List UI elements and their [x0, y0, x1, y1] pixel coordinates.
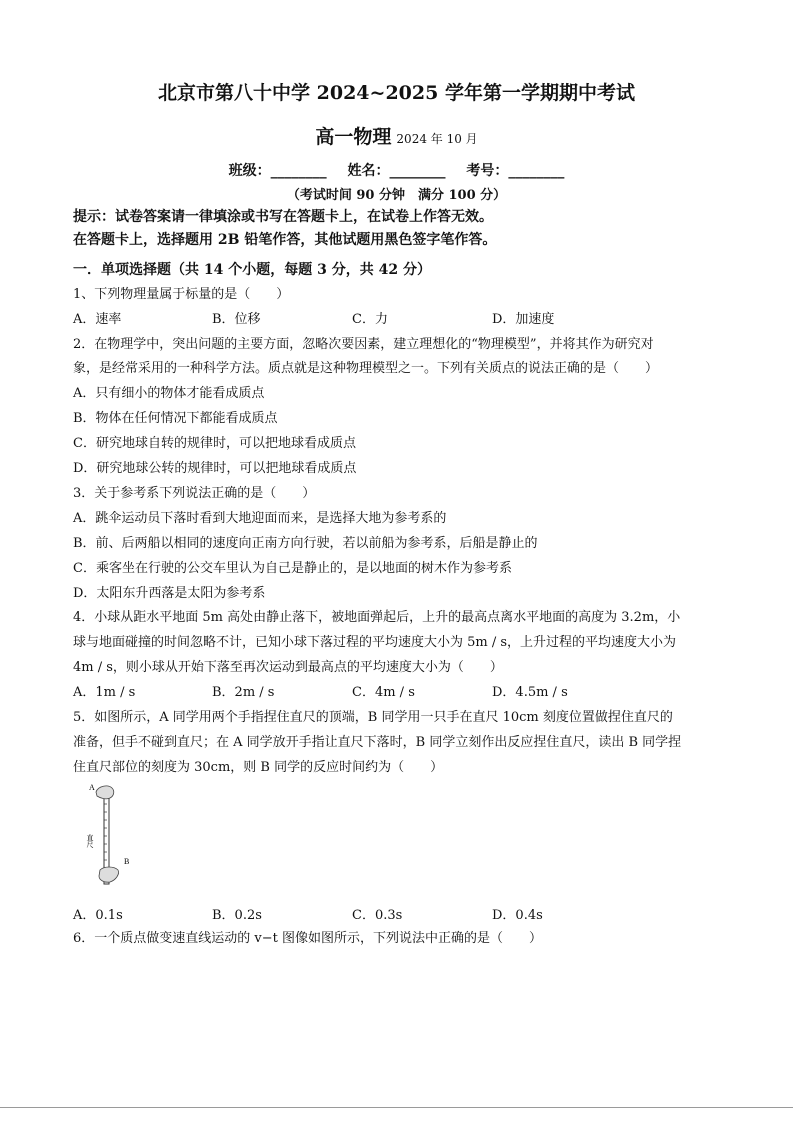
q3-option-c: C．乘客坐在行驶的公交车里认为自己是静止的，是以地面的树木作为参考系 [73, 561, 512, 576]
q4-option-d: D．4.5m / s [492, 685, 568, 700]
q1-option-c: C．力 [352, 312, 388, 327]
section-heading: 一．单项选择题（共 14 个小题，每题 3 分，共 42 分） [73, 262, 431, 278]
q2-option-c: C．研究地球自转的规律时，可以把地球看成质点 [73, 436, 356, 451]
q5-option-b: B．0.2s [212, 908, 262, 923]
figure-ruler-text: 直尺 [86, 834, 94, 848]
q5-ruler-figure [88, 782, 138, 892]
q2-option-d: D．研究地球公转的规律时，可以把地球看成质点 [73, 461, 357, 476]
q2-stem-line-1: 2．在物理学中，突出问题的主要方面，忽略次要因素，建立理想化的“物理模型”，并将其作为研究对 [73, 337, 654, 352]
q4-stem-line-1: 4．小球从距水平地面 5m 高处由静止落下，被地面弹起后，上升的最高点离水平地面的高度为 3.2m，小 [73, 610, 681, 625]
ruler-drawing [88, 782, 138, 892]
q6-stem: 6．一个质点做变速直线运动的 v−t 图像如图所示，下列说法中正确的是（ ） [73, 931, 542, 946]
exam-time-note: （考试时间 90 分钟 满分 100 分） [286, 188, 507, 203]
figure-label-b: B [124, 857, 130, 866]
q5-option-c: C．0.3s [352, 908, 403, 923]
q3-stem: 3．关于参考系下列说法正确的是（ ） [73, 486, 316, 501]
q5-stem-line-2: 准备，但手不碰到直尺；在 A 同学放开手指让直尺下落时，B 同学立刻作出反应捏住直尺，读出 B 同学捏 [73, 735, 682, 750]
q3-option-b: B．前、后两船以相同的速度向正南方向行驶，若以前船为参考系，后船是静止的 [73, 536, 538, 551]
q5-option-d: D．0.4s [492, 908, 543, 923]
q2-option-a: A．只有细小的物体才能看成质点 [73, 386, 265, 401]
notice-line-2: 在答题卡上，选择题用 2B 铅笔作答，其他试题用黑色签字笔作答。 [73, 232, 497, 248]
student-info-line [0, 160, 793, 180]
hand-b-shape [99, 867, 119, 882]
hand-a-shape [96, 786, 114, 799]
page-bottom-divider [0, 1107, 793, 1108]
q1-option-d: D．加速度 [492, 312, 555, 327]
q2-stem-line-2: 象，是经常采用的一种科学方法。质点就是这种物理模型之一。下列有关质点的说法正确的是（ ） [73, 361, 659, 376]
exam-title: 北京市第八十中学 2024~2025 学年第一学期期中考试 [158, 82, 635, 104]
q5-option-a: A．0.1s [73, 908, 123, 923]
q5-stem-line-1: 5．如图所示，A 同学用两个手指捏住直尺的顶端，B 同学用一只手在直尺 10cm 刻度位置做捏住直尺的 [73, 710, 673, 725]
name-field: 姓名：________ [347, 163, 446, 179]
subject-label: 高一物理 [315, 126, 392, 148]
q1-option-a: A．速率 [73, 312, 122, 327]
q3-option-d: D．太阳东升西落是太阳为参考系 [73, 586, 266, 601]
q3-option-a: A．跳伞运动员下落时看到大地迎面而来，是选择大地为参考系的 [73, 511, 447, 526]
exam-subtitle [0, 122, 793, 149]
q4-option-a: A．1m / s [73, 685, 136, 700]
q1-stem: 1、下列物理量属于标量的是（ ） [73, 287, 290, 302]
q1-option-b: B．位移 [212, 312, 261, 327]
figure-label-a: A [89, 783, 95, 792]
q4-option-b: B．2m / s [212, 685, 275, 700]
exam-number-field: 考号：________ [466, 163, 565, 179]
q4-stem-line-2: 球与地面碰撞的时间忽略不计，已知小球下落过程的平均速度大小为 5m / s，上升过程的平均速度大小为 [73, 635, 677, 650]
q4-stem-line-3: 4m / s，则小球从开始下落至再次运动到最高点的平均速度大小为（ ） [73, 660, 503, 675]
notice-line-1: 提示：试卷答案请一律填涂或书写在答题卡上，在试卷上作答无效。 [73, 209, 493, 225]
exam-date: 2024 年 10 月 [396, 132, 478, 146]
q5-stem-line-3: 住直尺部位的刻度为 30cm，则 B 同学的反应时间约为（ ） [73, 760, 444, 775]
class-field: 班级：________ [228, 163, 327, 179]
q2-option-b: B．物体在任何情况下都能看成质点 [73, 411, 278, 426]
q4-option-c: C．4m / s [352, 685, 415, 700]
